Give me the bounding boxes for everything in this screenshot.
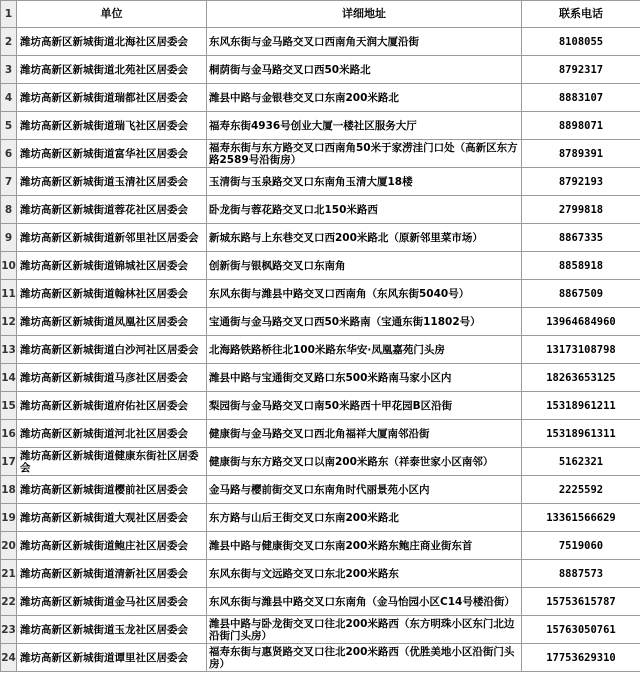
address-cell[interactable]: 北海路铁路桥往北100米路东华安·凤凰嘉苑门头房 [207,336,522,364]
unit-cell[interactable]: 潍坊高新区新城街道北苑社区居委会 [17,56,207,84]
table-row [1,504,640,532]
row-number[interactable]: 2 [1,28,17,56]
phone-cell[interactable]: 8792193 [522,168,640,196]
unit-cell[interactable]: 潍坊高新区新城街道樱前社区居委会 [17,476,207,504]
unit-cell[interactable]: 潍坊高新区新城街道富华社区居委会 [17,140,207,168]
row-number[interactable]: 19 [1,504,17,532]
unit-cell[interactable]: 潍坊高新区新城街道健康东街社区居委会 [17,448,207,476]
table-row [1,476,640,504]
phone-cell[interactable]: 8789391 [522,140,640,168]
address-cell[interactable]: 潍县中路与卧龙街交叉口往北200米路西（东方明珠小区东门北边沿街门头房） [207,616,522,644]
table-row [1,252,640,280]
row-number[interactable]: 23 [1,616,17,644]
address-cell[interactable]: 东方路与山后王街交叉口东南200米路北 [207,504,522,532]
row-number[interactable]: 4 [1,84,17,112]
table-row [1,420,640,448]
row-number[interactable]: 13 [1,336,17,364]
phone-cell[interactable]: 18263653125 [522,364,640,392]
table-row [1,336,640,364]
table-row [1,308,640,336]
table-row [1,364,640,392]
unit-cell[interactable]: 潍坊高新区新城街道玉清社区居委会 [17,168,207,196]
row-number[interactable]: 7 [1,168,17,196]
table-row [1,28,640,56]
unit-cell[interactable]: 潍坊高新区新城街道大观社区居委会 [17,504,207,532]
unit-cell[interactable]: 潍坊高新区新城街道金马社区居委会 [17,588,207,616]
header-address[interactable]: 详细地址 [207,1,522,28]
phone-cell[interactable]: 8883107 [522,84,640,112]
row-number[interactable]: 11 [1,280,17,308]
header-unit[interactable]: 单位 [17,1,207,28]
unit-cell[interactable]: 潍坊高新区新城街道凤凰社区居委会 [17,308,207,336]
address-cell[interactable]: 潍县中路与金银巷交叉口东南200米路北 [207,84,522,112]
unit-cell[interactable]: 潍坊高新区新城街道谭里社区居委会 [17,644,207,672]
unit-cell[interactable]: 潍坊高新区新城街道马彦社区居委会 [17,364,207,392]
address-cell[interactable]: 福寿东街与惠贤路交叉口往北200米路西（优胜美地小区沿街门头房） [207,644,522,672]
unit-cell[interactable]: 潍坊高新区新城街道鲍庄社区居委会 [17,532,207,560]
unit-cell[interactable]: 潍坊高新区新城街道新邻里社区居委会 [17,224,207,252]
unit-cell[interactable]: 潍坊高新区新城街道翰林社区居委会 [17,280,207,308]
row-number[interactable]: 24 [1,644,17,672]
row-number[interactable]: 18 [1,476,17,504]
table-row [1,392,640,420]
table-row [1,532,640,560]
phone-cell[interactable]: 13361566629 [522,504,640,532]
unit-cell[interactable]: 潍坊高新区新城街道锦城社区居委会 [17,252,207,280]
row-number[interactable]: 16 [1,420,17,448]
phone-cell[interactable]: 13173108798 [522,336,640,364]
row-number[interactable]: 12 [1,308,17,336]
address-cell[interactable]: 宝通街与金马路交叉口西50米路南（宝通东街11802号） [207,308,522,336]
table-row [1,644,640,672]
phone-cell[interactable]: 15318961211 [522,392,640,420]
row-number[interactable]: 8 [1,196,17,224]
row-number[interactable]: 20 [1,532,17,560]
table-row [1,196,640,224]
table-row [1,616,640,644]
row-number[interactable]: 1 [1,1,17,28]
phone-cell[interactable]: 8887573 [522,560,640,588]
table-row [1,280,640,308]
address-cell[interactable]: 金马路与樱前街交叉口东南角时代丽景苑小区内 [207,476,522,504]
table-row [1,588,640,616]
table-row [1,84,640,112]
header-phone[interactable]: 联系电话 [522,1,640,28]
table-row [1,168,640,196]
row-number[interactable]: 21 [1,560,17,588]
phone-cell[interactable]: 17753629310 [522,644,640,672]
row-number[interactable]: 6 [1,140,17,168]
address-cell[interactable]: 福寿东街4936号创业大厦一楼社区服务大厅 [207,112,522,140]
row-number[interactable]: 9 [1,224,17,252]
header-row [1,1,640,28]
row-number[interactable]: 5 [1,112,17,140]
phone-cell[interactable]: 15753615787 [522,588,640,616]
phone-cell[interactable]: 8867509 [522,280,640,308]
unit-cell[interactable]: 潍坊高新区新城街道河北社区居委会 [17,420,207,448]
table-row [1,224,640,252]
phone-cell[interactable]: 5162321 [522,448,640,476]
address-cell[interactable]: 潍县中路与健康街交叉口东南200米路东鲍庄商业街东首 [207,532,522,560]
table-row [1,112,640,140]
row-number[interactable]: 15 [1,392,17,420]
phone-cell[interactable]: 8108055 [522,28,640,56]
phone-cell[interactable]: 13964684960 [522,308,640,336]
table-row [1,448,640,476]
row-number[interactable]: 22 [1,588,17,616]
phone-cell[interactable]: 8792317 [522,56,640,84]
unit-cell[interactable]: 潍坊高新区新城街道瑞飞社区居委会 [17,112,207,140]
address-cell[interactable]: 东风东街与潍县中路交叉口西南角（东风东街5040号） [207,280,522,308]
table-row [1,56,640,84]
address-cell[interactable]: 卧龙街与蓉花路交叉口北150米路西 [207,196,522,224]
phone-cell[interactable]: 15318961311 [522,420,640,448]
row-number[interactable]: 10 [1,252,17,280]
phone-cell[interactable]: 8858918 [522,252,640,280]
address-cell[interactable]: 潍县中路与宝通街交叉路口东500米路南马家小区内 [207,364,522,392]
phone-cell[interactable]: 8898071 [522,112,640,140]
table-row [1,140,640,168]
unit-cell[interactable]: 潍坊高新区新城街道白沙河社区居委会 [17,336,207,364]
address-cell[interactable]: 福寿东街与东方路交叉口西南角50米于家涝洼门口处（高新区东方路2589号沿街房） [207,140,522,168]
row-number[interactable]: 3 [1,56,17,84]
address-cell[interactable]: 创新街与银枫路交叉口东南角 [207,252,522,280]
phone-cell[interactable]: 2799818 [522,196,640,224]
unit-cell[interactable]: 潍坊高新区新城街道府佑社区居委会 [17,392,207,420]
address-cell[interactable]: 玉清街与玉泉路交叉口东南角玉清大厦18楼 [207,168,522,196]
unit-cell[interactable]: 潍坊高新区新城街道玉龙社区居委会 [17,616,207,644]
address-cell[interactable]: 桐荫街与金马路交叉口西50米路北 [207,56,522,84]
unit-cell[interactable]: 潍坊高新区新城街道北海社区居委会 [17,28,207,56]
phone-cell[interactable]: 15763050761 [522,616,640,644]
address-cell[interactable]: 健康街与东方路交叉口以南200米路东（祥泰世家小区南邻） [207,448,522,476]
row-number[interactable]: 17 [1,448,17,476]
phone-cell[interactable]: 2225592 [522,476,640,504]
address-cell[interactable]: 健康街与金马路交叉口西北角福祥大厦南邻沿街 [207,420,522,448]
unit-cell[interactable]: 潍坊高新区新城街道瑞都社区居委会 [17,84,207,112]
address-cell[interactable]: 新城东路与上东巷交叉口西200米路北（原新邻里菜市场） [207,224,522,252]
phone-cell[interactable]: 7519060 [522,532,640,560]
unit-cell[interactable]: 潍坊高新区新城街道清新社区居委会 [17,560,207,588]
address-cell[interactable]: 东风东街与金马路交叉口西南角天润大厦沿街 [207,28,522,56]
row-number[interactable]: 14 [1,364,17,392]
phone-cell[interactable]: 8867335 [522,224,640,252]
address-cell[interactable]: 梨园街与金马路交叉口南50米路西十甲花园B区沿街 [207,392,522,420]
table-row [1,560,640,588]
unit-cell[interactable]: 潍坊高新区新城街道蓉花社区居委会 [17,196,207,224]
address-cell[interactable]: 东风东街与文远路交叉口东北200米路东 [207,560,522,588]
address-cell[interactable]: 东风东街与潍县中路交叉口东南角（金马怡园小区C14号楼沿街） [207,588,522,616]
